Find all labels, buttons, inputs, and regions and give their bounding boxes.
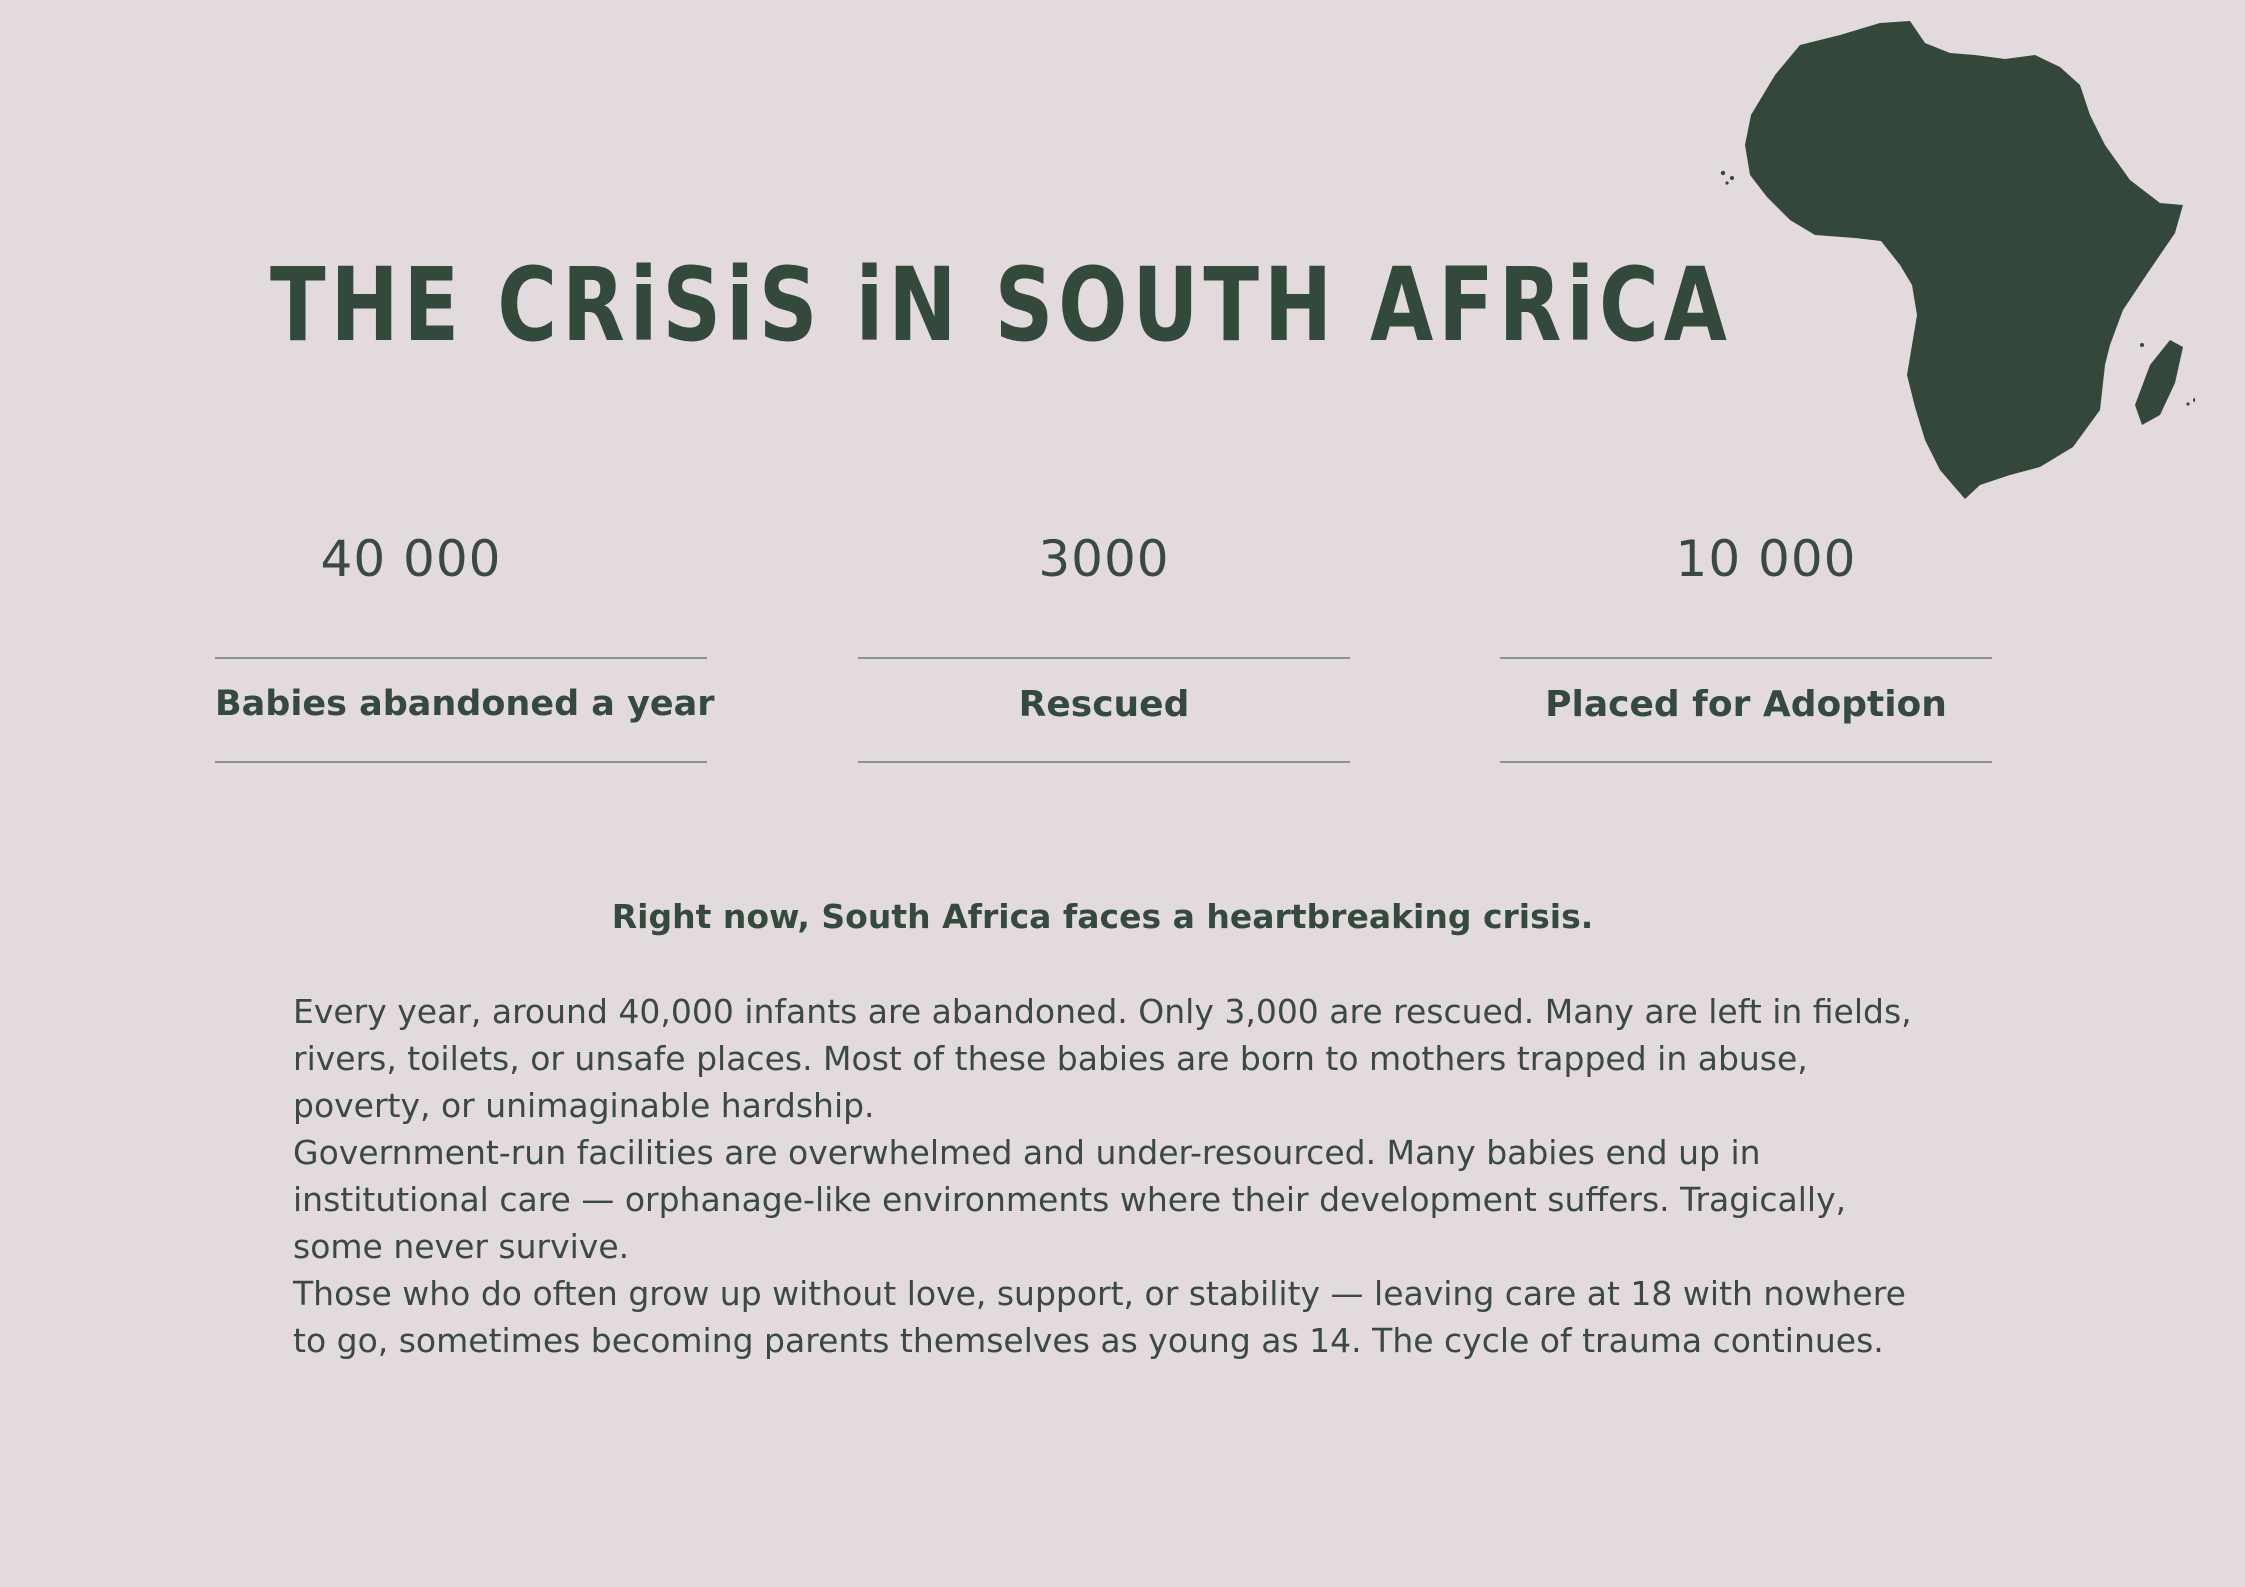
- africa-map-icon: [1705, 15, 2195, 515]
- stat-value: 40 000: [320, 530, 502, 588]
- stat-adoption: [1500, 520, 1992, 765]
- stat-label: Rescued: [1018, 684, 1190, 725]
- stat-label: Placed for Adoption: [1545, 684, 1947, 725]
- divider: [215, 657, 707, 659]
- divider: [215, 761, 707, 763]
- paragraph: Those who do often grow up without love, support, or stability — leaving care at 18 with nowhere to go, sometimes becoming parents themselves as young as 14. The cycle of trauma continues.: [293, 1274, 1906, 1360]
- paragraph: Every year, around 40,000 infants are abandoned. Only 3,000 are rescued. Many are left in fields, rivers, toilets, or unsafe places. Most of these babies are born to mothers trapped in abuse, poverty, or unimaginable hardship.: [293, 992, 1912, 1125]
- body-text: [293, 988, 1933, 1364]
- stat-rescued: [858, 520, 1350, 765]
- stat-abandoned: [215, 520, 715, 765]
- stat-value: 10 000: [1675, 530, 1857, 588]
- divider: [1500, 657, 1992, 659]
- stat-label: Babies abandoned a year: [215, 684, 715, 724]
- stat-value: 3000: [1038, 530, 1170, 588]
- page-title: THE CRiSiS iN SOUTH AFRiCA: [270, 246, 1732, 365]
- paragraph: Government-run facilities are overwhelmed and under-resourced. Many babies end up in institutional care — orphanage-like environments where their development suffers. Tragically, some never survive.: [293, 1133, 1847, 1266]
- divider: [858, 761, 1350, 763]
- intro-heading: Right now, South Africa faces a heartbreaking crisis.: [611, 897, 1594, 936]
- divider: [858, 657, 1350, 659]
- divider: [1500, 761, 1992, 763]
